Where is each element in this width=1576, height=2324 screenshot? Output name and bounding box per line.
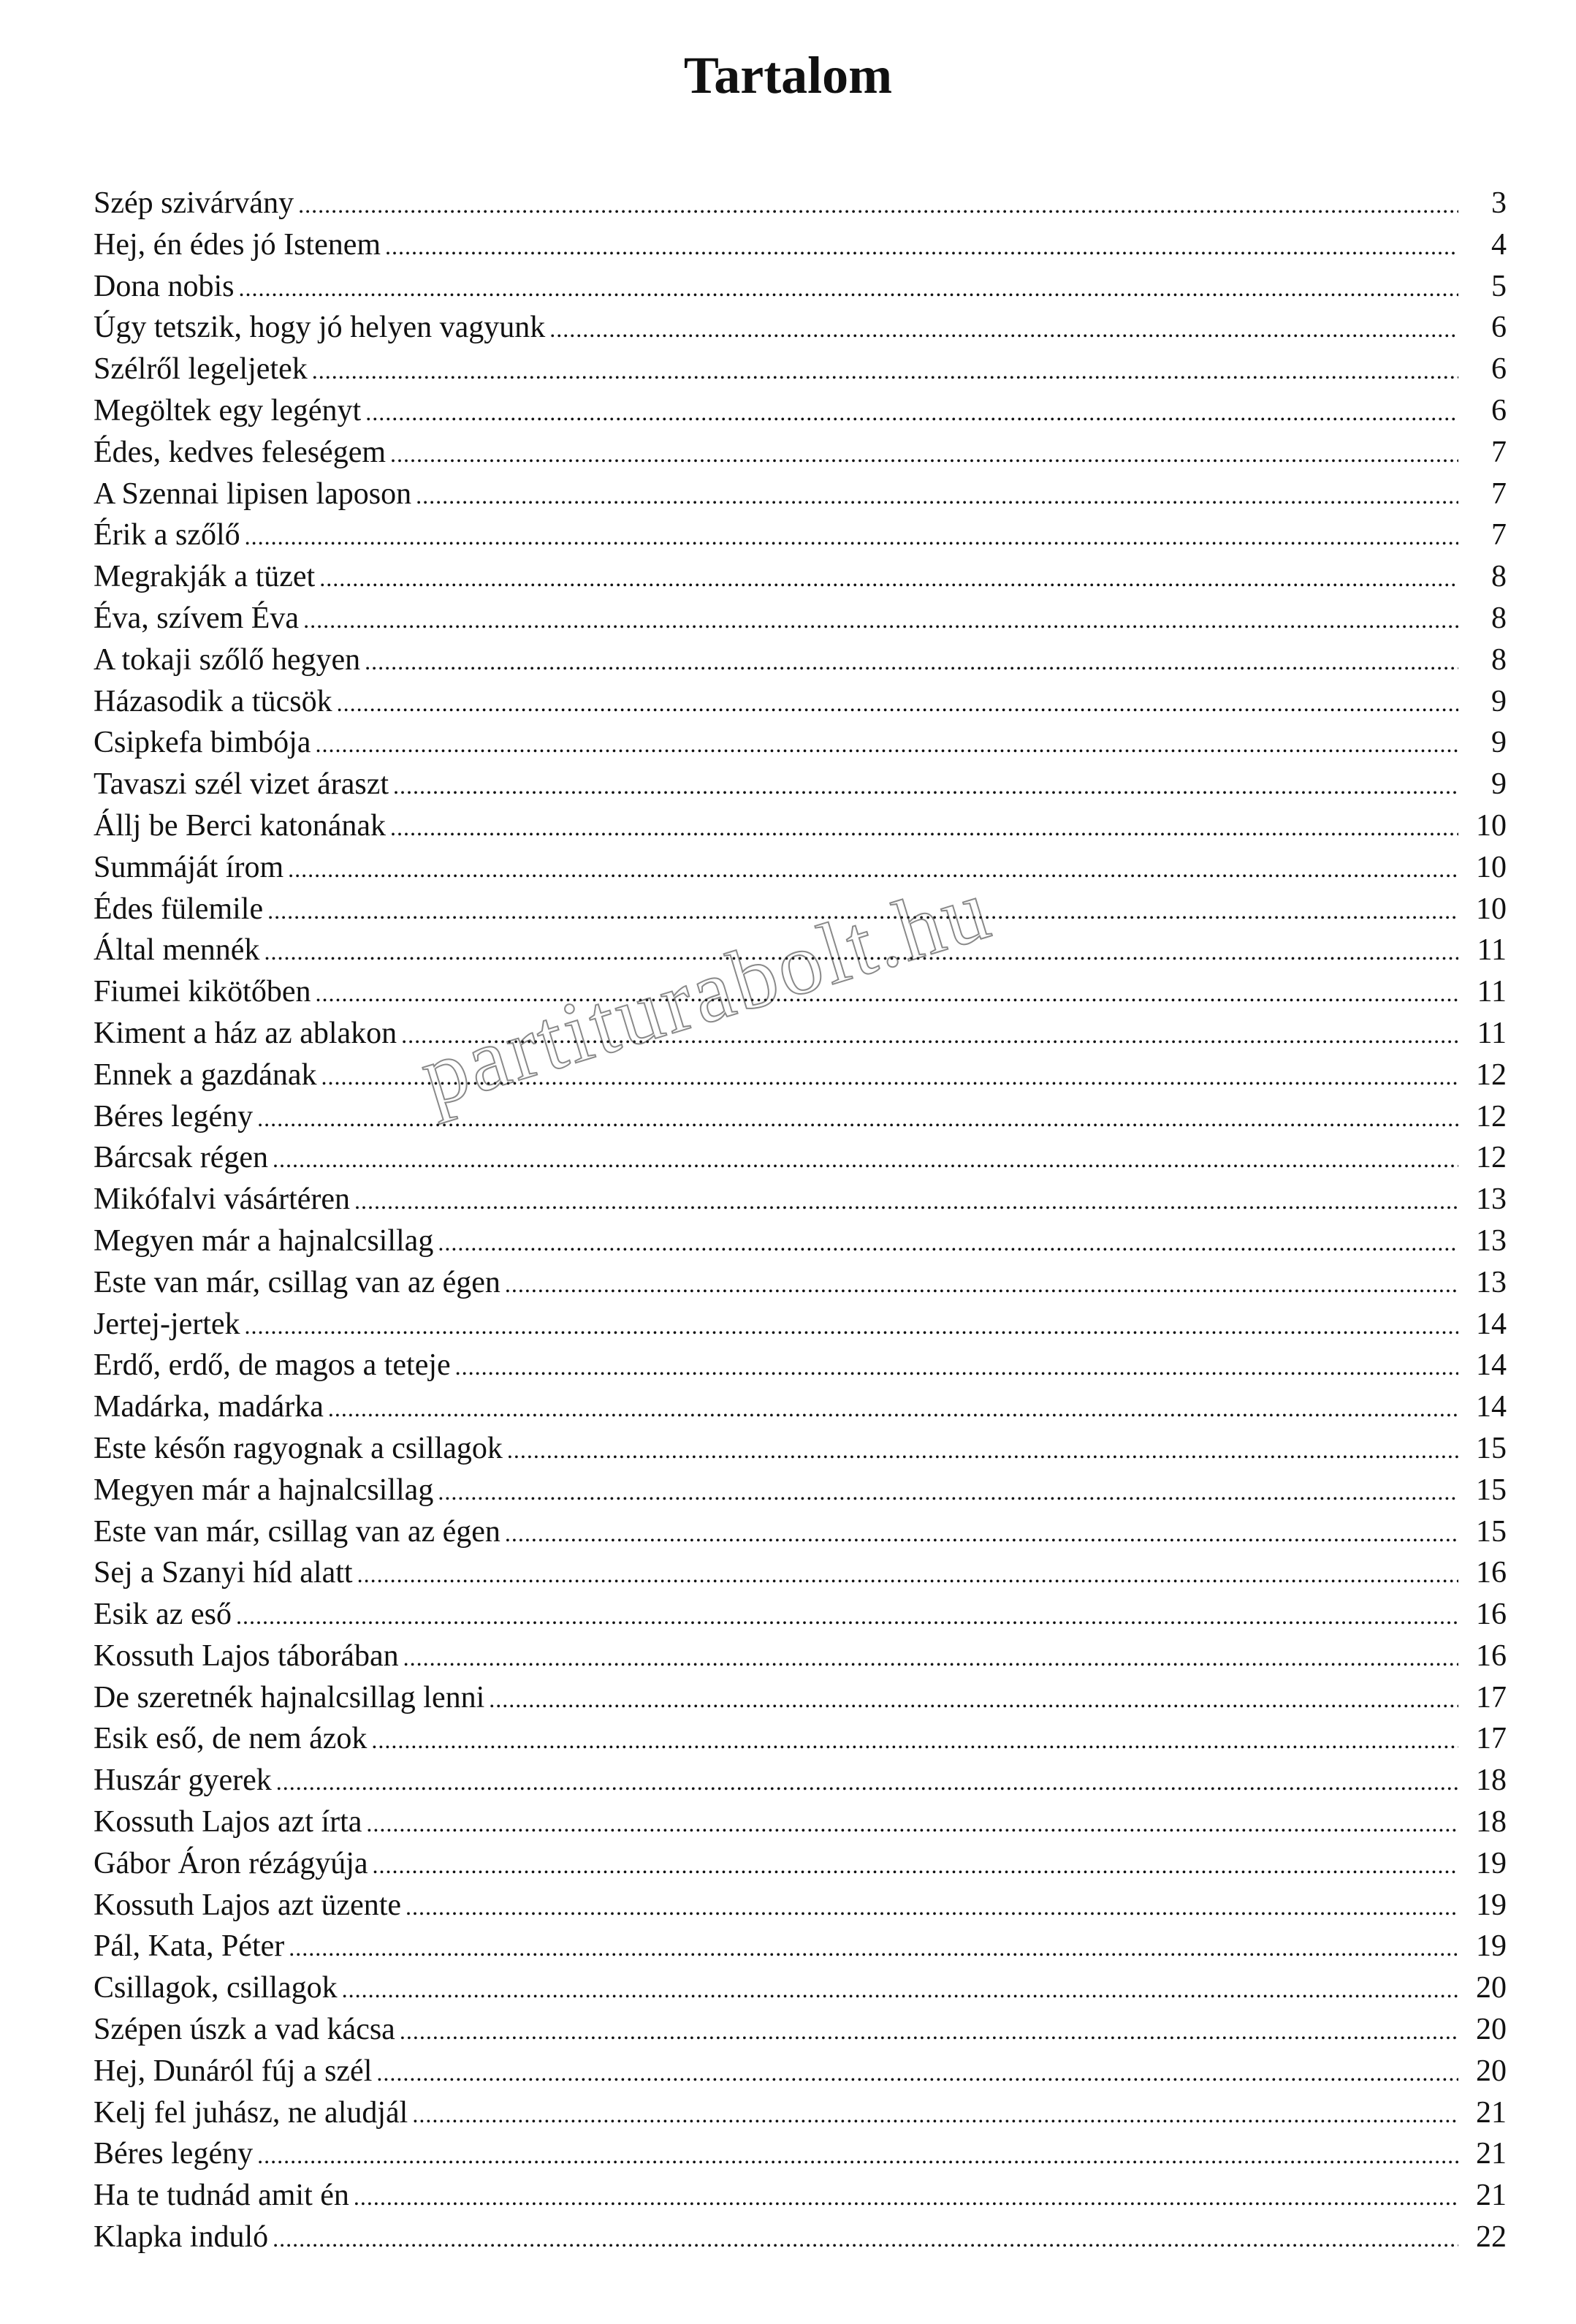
toc-entry-page-number: 9 (1491, 767, 1507, 802)
toc-entry-title: Béres legény (94, 1099, 254, 1133)
toc-entry-page-number: 8 (1491, 560, 1507, 594)
dot-leader (489, 1679, 1458, 1720)
toc-entry (94, 681, 1507, 723)
toc-entry-page-number: 10 (1476, 892, 1507, 926)
dot-leader (267, 890, 1458, 932)
toc-entry-title: Este van már, csillag van az égen (94, 1265, 500, 1299)
dot-leader (455, 1346, 1458, 1388)
toc-entry (94, 1220, 1507, 1262)
toc-entry (94, 1801, 1507, 1843)
dot-leader (236, 1595, 1458, 1637)
dot-leader (385, 226, 1458, 267)
toc-entry-title: Megrakják a tüzet (94, 560, 316, 594)
toc-entry (94, 1967, 1507, 2009)
toc-entry (94, 432, 1507, 474)
dot-leader (416, 475, 1458, 517)
toc-entry-title: Gábor Áron rézágyúja (94, 1846, 368, 1880)
dot-leader (321, 1056, 1458, 1098)
toc-entry-title: Szép szivárvány (94, 186, 294, 220)
toc-entry-page-number: 19 (1476, 1846, 1507, 1880)
dot-leader (366, 1803, 1458, 1845)
toc-entry-title: Éva, szívem Éva (94, 601, 300, 635)
toc-entry-page-number: 6 (1491, 311, 1507, 345)
toc-entry-title: Esik az eső (94, 1598, 232, 1632)
toc-entry-title: Klapka induló (94, 2220, 269, 2255)
toc-entry (94, 2175, 1507, 2217)
toc-entry-page-number: 7 (1491, 476, 1507, 511)
dot-leader (312, 350, 1458, 392)
dot-leader (357, 1554, 1458, 1595)
toc-entry (94, 722, 1507, 764)
dot-leader (376, 2052, 1458, 2094)
toc-entry (94, 889, 1507, 930)
toc-entry (94, 1594, 1507, 1636)
toc-entry (94, 764, 1507, 805)
toc-entry (94, 847, 1507, 889)
toc-entry (94, 930, 1507, 971)
toc-entry-page-number: 6 (1491, 352, 1507, 387)
toc-entry-page-number: 10 (1476, 850, 1507, 884)
dot-leader (505, 1264, 1458, 1305)
toc-entry-page-number: 8 (1491, 642, 1507, 677)
dot-leader (288, 848, 1458, 890)
toc-entry-page-number: 21 (1476, 2137, 1507, 2171)
dot-leader (303, 599, 1458, 641)
dot-leader (438, 1471, 1458, 1513)
dot-leader (365, 641, 1458, 683)
toc-entry-title: Megyen már a hajnalcsillag (94, 1473, 434, 1507)
dot-leader (257, 1098, 1458, 1139)
toc-entry-title: Kelj fel juhász, ne aludjál (94, 2095, 408, 2130)
toc-entry (94, 639, 1507, 681)
toc-entry-title: Tavaszi szél vizet áraszt (94, 767, 389, 802)
dot-leader (365, 392, 1458, 433)
toc-entry-page-number: 9 (1491, 726, 1507, 760)
dot-leader (328, 1388, 1458, 1429)
toc-entry-page-number: 11 (1477, 933, 1507, 968)
dot-leader (264, 931, 1458, 973)
toc-entry-title: Hej, én édes jó Istenem (94, 227, 381, 262)
toc-entry-page-number: 20 (1476, 2013, 1507, 2047)
toc-entry-page-number: 19 (1476, 1888, 1507, 1922)
dot-leader (342, 1969, 1458, 2010)
toc-entry-page-number: 10 (1476, 808, 1507, 843)
toc-entry (94, 1511, 1507, 1553)
toc-entry (94, 1843, 1507, 1885)
toc-entry-page-number: 12 (1476, 1141, 1507, 1175)
toc-entry (94, 349, 1507, 390)
dot-leader (390, 433, 1458, 475)
toc-entry (94, 1137, 1507, 1179)
dot-leader (400, 2010, 1458, 2052)
toc-entry-page-number: 9 (1491, 684, 1507, 718)
toc-entry-page-number: 17 (1476, 1680, 1507, 1714)
toc-entry-page-number: 8 (1491, 601, 1507, 635)
toc-entry (94, 183, 1507, 224)
toc-entry-page-number: 14 (1476, 1348, 1507, 1383)
toc-entry-page-number: 21 (1476, 2095, 1507, 2130)
toc-entry-page-number: 11 (1477, 975, 1507, 1009)
toc-entry (94, 1386, 1507, 1428)
dot-leader (273, 2218, 1458, 2260)
toc-entry-page-number: 4 (1491, 227, 1507, 262)
toc-entry-page-number: 12 (1476, 1099, 1507, 1133)
toc-entry (94, 1179, 1507, 1220)
dot-leader (403, 1637, 1458, 1679)
toc-entry-title: Ennek a gazdának (94, 1057, 317, 1092)
toc-entry (94, 1304, 1507, 1345)
toc-entry-title: Házasodik a tücsök (94, 684, 332, 718)
dot-leader (373, 1845, 1459, 1886)
toc-entry-title: Fiumei kikötőben (94, 975, 311, 1009)
toc-entry-title: Pál, Kata, Péter (94, 1929, 285, 1964)
toc-entry (94, 2092, 1507, 2134)
dot-leader (505, 1513, 1458, 1554)
toc-entry (94, 474, 1507, 515)
toc-entry (94, 598, 1507, 639)
toc-entry (94, 1718, 1507, 1760)
dot-leader (390, 807, 1458, 848)
toc-entry-title: Kossuth Lajos azt üzente (94, 1888, 402, 1922)
toc-entry-page-number: 13 (1476, 1223, 1507, 1258)
toc-entry-title: Béres legény (94, 2137, 254, 2171)
toc-entry-title: Kiment a ház az ablakon (94, 1016, 397, 1050)
dot-leader (298, 184, 1458, 226)
toc-entry-title: Állj be Berci katonának (94, 808, 387, 843)
toc-entry-title: Summáját írom (94, 850, 284, 884)
toc-entry-page-number: 16 (1476, 1598, 1507, 1632)
toc-entry-page-number: 20 (1476, 1971, 1507, 2005)
dot-leader (319, 558, 1458, 599)
toc-entry-title: Esik eső, de nem ázok (94, 1722, 368, 1756)
dot-leader (337, 683, 1458, 724)
toc-entry-page-number: 18 (1476, 1805, 1507, 1839)
toc-entry-title: Megyen már a hajnalcsillag (94, 1223, 434, 1258)
toc-entry (94, 1262, 1507, 1304)
toc-entry-title: A tokaji szőlő hegyen (94, 642, 361, 677)
toc-entry (94, 2217, 1507, 2258)
toc-entry-title: Ha te tudnád amit én (94, 2179, 349, 2213)
toc-entry-page-number: 19 (1476, 1929, 1507, 1964)
toc-entry-title: Bárcsak régen (94, 1141, 269, 1175)
toc-entry-page-number: 13 (1476, 1265, 1507, 1299)
dot-leader (315, 724, 1458, 765)
toc-entry-page-number: 14 (1476, 1390, 1507, 1424)
toc-entry-title: Hej, Dunáról fúj a szél (94, 2054, 373, 2088)
toc-entry-page-number: 7 (1491, 435, 1507, 469)
toc-entry (94, 224, 1507, 266)
toc-entry-page-number: 20 (1476, 2054, 1507, 2088)
dot-leader (289, 1927, 1458, 1969)
toc-entry-title: Úgy tetszik, hogy jó helyen vagyunk (94, 311, 546, 345)
dot-leader (354, 2176, 1458, 2218)
toc-entry (94, 1552, 1507, 1594)
toc-entry-title: Mikófalvi vásártéren (94, 1182, 351, 1217)
toc-entry-page-number: 22 (1476, 2220, 1507, 2255)
toc-entry (94, 514, 1507, 556)
toc-entry-title: De szeretnék hajnalcsillag lenni (94, 1680, 485, 1714)
dot-leader (412, 2094, 1458, 2135)
toc-entry-page-number: 12 (1476, 1057, 1507, 1092)
dot-leader (316, 973, 1459, 1014)
toc-entry (94, 1055, 1507, 1096)
dot-leader (245, 516, 1458, 558)
toc-entry-title: Erdő, erdő, de magos a teteje (94, 1348, 451, 1383)
toc-entry-title: Csillagok, csillagok (94, 1971, 338, 2005)
page-title: Tartalom (683, 46, 893, 105)
toc-entry-title: Megöltek egy legényt (94, 393, 362, 428)
toc-entry (94, 1760, 1507, 1801)
dot-leader (406, 1886, 1458, 1928)
toc-entry-title: Édes, kedves feleségem (94, 435, 387, 469)
toc-entry-page-number: 6 (1491, 393, 1507, 428)
toc-entry-title: Madárka, madárka (94, 1390, 324, 1424)
toc-entry-title: Édes fülemile (94, 892, 264, 926)
dot-leader (257, 2135, 1458, 2176)
toc-entry-page-number: 16 (1476, 1638, 1507, 1673)
toc-entry (94, 1885, 1507, 1926)
toc-entry (94, 266, 1507, 308)
dot-leader (273, 1139, 1458, 1180)
toc-entry (94, 307, 1507, 349)
toc-entry-title: Jertej-jertek (94, 1307, 240, 1341)
toc-entry-title: Este van már, csillag van az égen (94, 1514, 500, 1549)
toc-entry (94, 556, 1507, 598)
dot-leader (549, 308, 1458, 350)
toc-entry-page-number: 3 (1491, 186, 1507, 220)
dot-leader (354, 1180, 1458, 1222)
toc-entry (94, 1096, 1507, 1138)
toc-entry (94, 2133, 1507, 2175)
toc-entry (94, 1470, 1507, 1511)
toc-entry (94, 390, 1507, 432)
toc-entry-page-number: 16 (1476, 1556, 1507, 1590)
toc-entry-page-number: 15 (1476, 1431, 1507, 1465)
toc-entry (94, 1345, 1507, 1386)
toc-entry-page-number: 5 (1491, 269, 1507, 303)
watermark: partiturabolt.hu (409, 859, 1002, 1125)
toc-entry (94, 1926, 1507, 1967)
toc-entry-title: Szépen úszk a vad kácsa (94, 2013, 395, 2047)
toc-entry-page-number: 15 (1476, 1514, 1507, 1549)
dot-leader (245, 1305, 1458, 1347)
toc-entry-title: Csipkefa bimbója (94, 726, 311, 760)
toc-entry (94, 805, 1507, 847)
toc-entry-page-number: 11 (1477, 1016, 1507, 1050)
toc-entry-title: Huszár gyerek (94, 1763, 272, 1798)
toc-entry-title: Kossuth Lajos azt írta (94, 1805, 362, 1839)
toc-entry-title: Által mennék (94, 933, 260, 968)
toc-entry-title: Kossuth Lajos táborában (94, 1638, 399, 1673)
toc-entry-page-number: 13 (1476, 1182, 1507, 1217)
toc-entry (94, 1636, 1507, 1677)
toc-entry-title: Este későn ragyognak a csillagok (94, 1431, 503, 1465)
table-of-contents (94, 183, 1507, 2258)
dot-leader (276, 1761, 1458, 1803)
dot-leader (371, 1720, 1458, 1761)
dot-leader (507, 1429, 1458, 1471)
dot-leader (401, 1014, 1458, 1056)
toc-entry-page-number: 18 (1476, 1763, 1507, 1798)
toc-entry (94, 1013, 1507, 1055)
toc-entry-page-number: 14 (1476, 1307, 1507, 1341)
toc-entry-title: Szélről legeljetek (94, 352, 308, 387)
toc-entry (94, 2009, 1507, 2051)
toc-entry-title: Sej a Szanyi híd alatt (94, 1556, 353, 1590)
toc-entry (94, 2051, 1507, 2092)
toc-entry-page-number: 7 (1491, 518, 1507, 552)
dot-leader (393, 765, 1458, 807)
toc-entry (94, 971, 1507, 1013)
toc-entry-page-number: 17 (1476, 1722, 1507, 1756)
toc-entry (94, 1428, 1507, 1470)
toc-entry-title: A Szennai lipisen laposon (94, 476, 412, 511)
toc-entry-page-number: 21 (1476, 2179, 1507, 2213)
toc-entry-title: Érik a szőlő (94, 518, 240, 552)
toc-entry (94, 1677, 1507, 1719)
toc-entry-title: Dona nobis (94, 269, 235, 303)
toc-entry-page-number: 15 (1476, 1473, 1507, 1507)
dot-leader (239, 267, 1459, 309)
dot-leader (438, 1222, 1458, 1264)
